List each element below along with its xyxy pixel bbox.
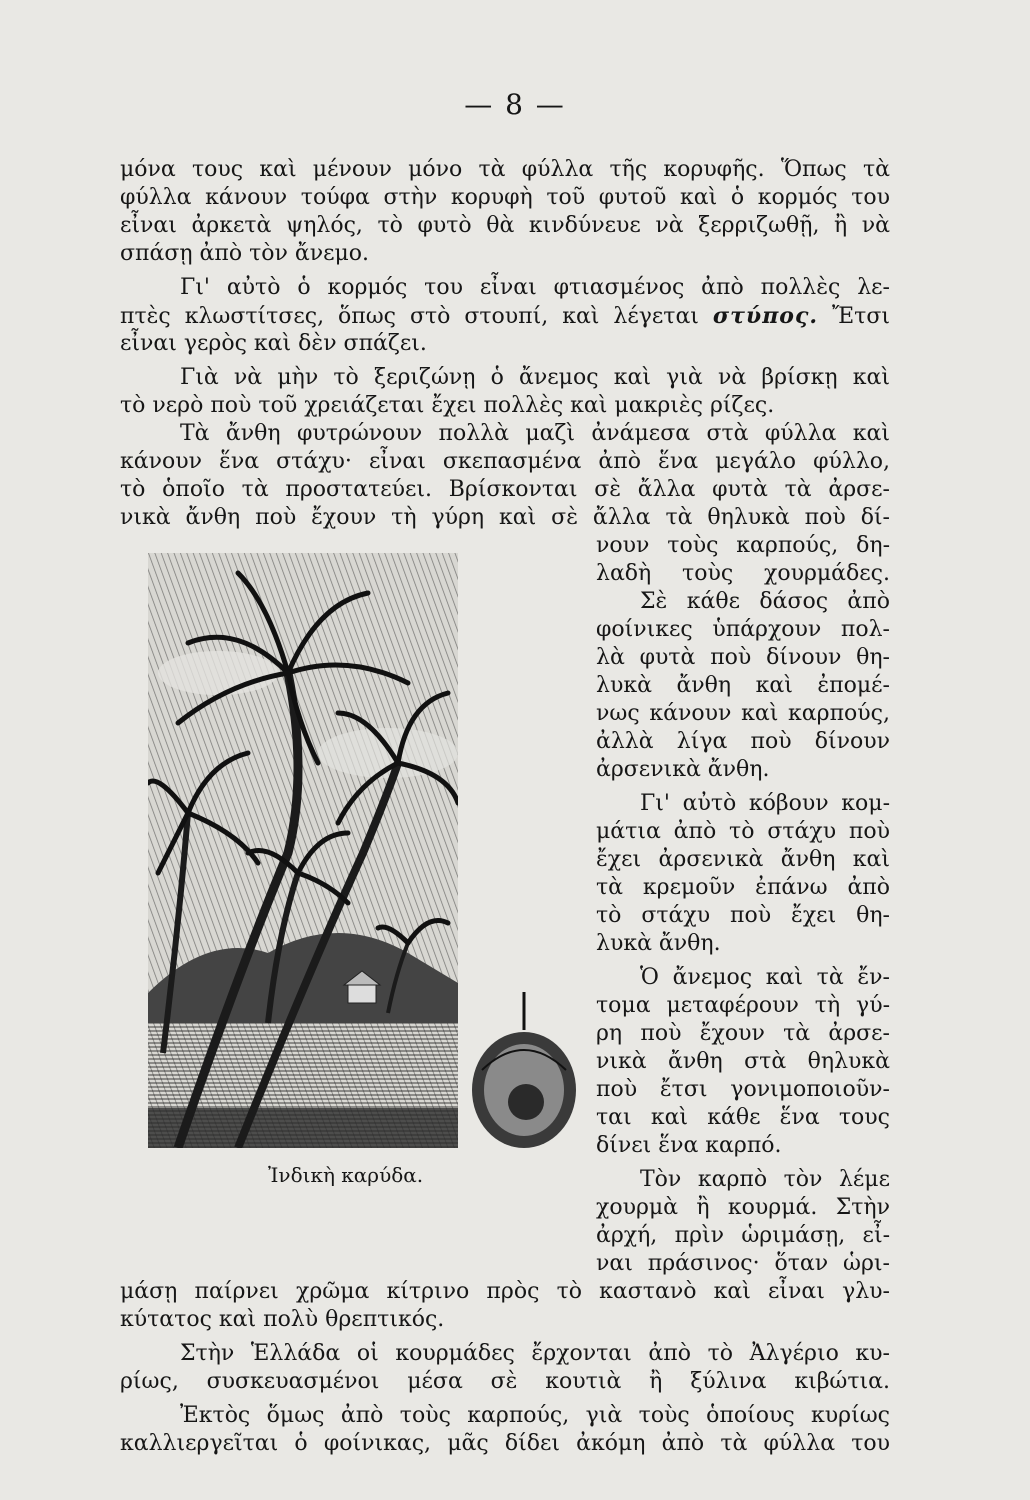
text-line: τὰ κρεμοῦν ἐπάνω ἀπὸ xyxy=(596,875,890,900)
text-line: Στὴν Ἑλλάδα οἱ κουρμάδες ἔρχονται ἀπὸ τὸ Ἀλγέριο κυ- xyxy=(180,1341,890,1366)
text-line: Γι' αὐτὸ ὁ κορμός του εἶναι φτιασμένος ἀπὸ πολλὲς λε- xyxy=(180,275,890,300)
figure-caption: Ἰνδικὴ καρύδα. xyxy=(268,1163,424,1187)
text-line: ἔχει ἀρσενικὰ ἄνθη καὶ xyxy=(596,847,890,872)
text-line: λυκὰ ἄνθη καὶ ἐπομέ- xyxy=(596,673,890,698)
text-line: νως κάνουν καὶ καρπούς, xyxy=(596,701,890,726)
text-line: λὰ φυτὰ ποὺ δίνουν θη- xyxy=(596,645,890,670)
text-fragment: Ἔτσι xyxy=(832,304,890,329)
text-line: μάσῃ παίρνει χρῶμα κίτρινο πρὸς τὸ καστανὸ καὶ εἶναι γλυ- xyxy=(120,1279,890,1304)
text-line: ἀρσενικὰ ἄνθη. xyxy=(596,757,770,782)
text-line: νικὰ ἄνθη ποὺ ἔχουν τὴ γύρη καὶ σὲ ἄλλα τὰ θηλυκὰ ποὺ δί- xyxy=(120,505,890,530)
text-line: νουν τοὺς καρπούς, δη- xyxy=(596,533,890,558)
text-line: μάτια ἀπὸ τὸ στάχυ ποὺ xyxy=(596,819,890,844)
text-line: ναι πράσινος· ὅταν ὡρι- xyxy=(596,1251,890,1276)
text-line: εἶναι γερὸς καὶ δὲν σπάζει. xyxy=(120,331,427,356)
term-emphasis: στύπος. xyxy=(712,303,819,329)
text-line: ποὺ ἔτσι γονιμοποιοῦν- xyxy=(596,1077,890,1102)
text-line: κύτατος καὶ πολὺ θρεπτικός. xyxy=(120,1307,445,1332)
text-line: ρίως, συσκευασμένοι μέσα σὲ κουτιὰ ἢ ξύλινα κιβώτια. xyxy=(120,1369,890,1394)
text-line: Γιὰ νὰ μὴν τὸ ξεριζώνῃ ὁ ἄνεμος καὶ γιὰ νὰ βρίσκῃ καὶ xyxy=(180,365,890,390)
text-line: Ἐκτὸς ὅμως ἀπὸ τοὺς καρπούς, γιὰ τοὺς ὁποίους κυρίως xyxy=(180,1403,890,1428)
text-line: ἀρχή, πρὶν ὡριμάσῃ, εἶ- xyxy=(596,1223,890,1248)
text-line: καλλιεργεῖται ὁ φοίνικας, μᾶς δίδει ἀκόμη ἀπὸ τὰ φύλλα του xyxy=(120,1431,890,1456)
text-line: τὸ στάχυ ποὺ ἔχει θη- xyxy=(596,903,890,928)
text-fragment: πτὲς κλωστίτσες, ὅπως στὸ στουπί, καὶ λέγεται xyxy=(120,304,699,329)
text-line xyxy=(120,302,890,331)
text-line: ρη ποὺ ἔχουν τὰ ἀρσε- xyxy=(596,1021,890,1046)
text-line: Τὸν καρπὸ τὸν λέμε xyxy=(640,1167,890,1192)
page-number: — 8 — xyxy=(464,88,566,121)
text-line: μόνα τους καὶ μένουν μόνο τὰ φύλλα τῆς κορυφῆς. Ὅπως τὰ xyxy=(120,157,890,182)
text-line: Σὲ κάθε δάσος ἀπὸ xyxy=(640,589,890,614)
text-line: φύλλα κάνουν τούφα στὴν κορυφὴ τοῦ φυτοῦ καὶ ὁ κορμός του xyxy=(120,185,890,210)
text-line: εἶναι ἀρκετὰ ψηλός, τὸ φυτὸ θὰ κινδύνευε νὰ ξερριζωθῇ, ἢ νὰ xyxy=(120,213,890,238)
text-line: Γι' αὐτὸ κόβουν κομ- xyxy=(640,791,890,816)
text-line: τὸ νερὸ ποὺ τοῦ χρειάζεται ἔχει πολλὲς καὶ μακριὲς ρίζες. xyxy=(120,393,775,418)
text-line: ται καὶ κάθε ἕνα τους xyxy=(596,1105,890,1130)
text-line: Ὁ ἄνεμος καὶ τὰ ἔν- xyxy=(640,965,890,990)
text-line: χουρμὰ ἢ κουρμά. Στὴν xyxy=(596,1195,890,1220)
text-line: τὸ ὁποῖο τὰ προστατεύει. Βρίσκονται σὲ ἄλλα φυτὰ τὰ ἀρσε- xyxy=(120,477,890,502)
text-line: νικὰ ἄνθη στὰ θηλυκὰ xyxy=(596,1049,890,1074)
text-line: κάνουν ἕνα στάχυ· εἶναι σκεπασμένα ἀπὸ ἕνα μεγάλο φύλλο, xyxy=(120,449,890,474)
text-line: λυκὰ ἄνθη. xyxy=(596,931,721,956)
text-line: Τὰ ἄνθη φυτρώνουν πολλὰ μαζὶ ἀνάμεσα στὰ φύλλα καὶ xyxy=(180,421,890,446)
text-line: λαδὴ τοὺς χουρμάδες. xyxy=(596,561,890,586)
text-line: δίνει ἕνα καρπό. xyxy=(596,1133,782,1158)
coconut-illustration xyxy=(468,990,580,1150)
palm-trees-illustration xyxy=(148,553,458,1148)
text-line: φοίνικες ὑπάρχουν πολ- xyxy=(596,617,890,642)
text-line: ἀλλὰ λίγα ποὺ δίνουν xyxy=(596,729,890,754)
text-line: τομα μεταφέρουν τὴ γύ- xyxy=(596,993,890,1018)
text-line: σπάσῃ ἀπὸ τὸν ἄνεμο. xyxy=(120,241,370,266)
